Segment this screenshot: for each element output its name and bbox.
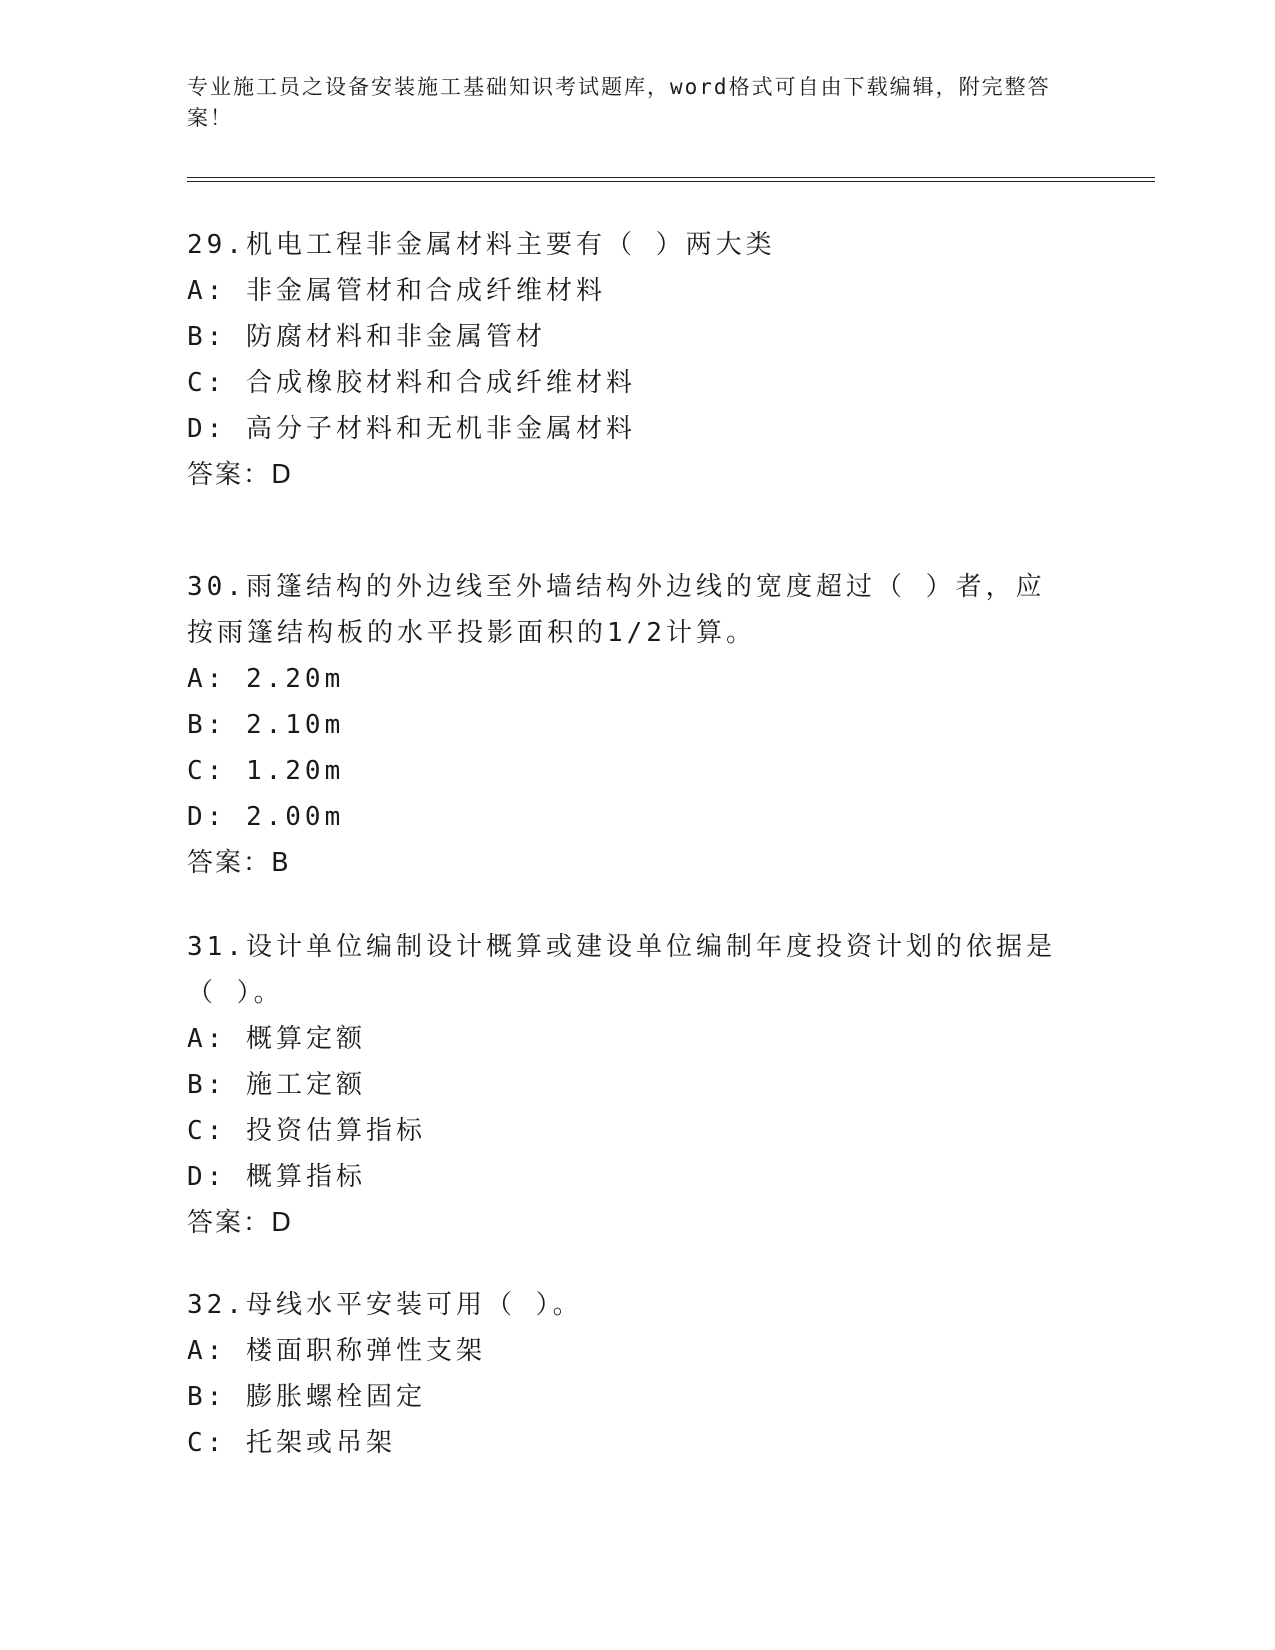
option-c: C: 投资估算指标 (187, 1116, 426, 1146)
option-b: B: 防腐材料和非金属管材 (187, 322, 546, 352)
option-c: C: 合成橡胶材料和合成纤维材料 (187, 368, 636, 398)
header-divider (187, 177, 1155, 182)
option-a: A: 非金属管材和合成纤维材料 (187, 276, 606, 306)
page-header: 专业施工员之设备安装施工基础知识考试题库，word格式可自由下载编辑，附完整答案！ (187, 75, 1051, 130)
question-29 (187, 222, 1067, 498)
option-c: C: 托架或吊架 (187, 1428, 396, 1458)
answer: 答案：D (187, 460, 294, 490)
question-text: 29.机电工程非金属材料主要有（ ）两大类 (187, 230, 776, 260)
option-d: D: 2.00m (187, 802, 345, 832)
option-b: B: 施工定额 (187, 1070, 366, 1100)
option-b: B: 膨胀螺栓固定 (187, 1382, 426, 1412)
document-page (187, 0, 1147, 1650)
option-a: A: 2.20m (187, 664, 345, 694)
answer: 答案：B (187, 848, 291, 878)
question-30 (187, 564, 1067, 886)
question-text: 32.母线水平安装可用（ ）。 (187, 1290, 583, 1320)
option-a: A: 楼面职称弹性支架 (187, 1336, 486, 1366)
question-32 (187, 1282, 1067, 1466)
question-text: 30.雨篷结构的外边线至外墙结构外边线的宽度超过（ ）者，应按雨篷结构板的水平投影面积的1/2计算。 (187, 572, 1046, 648)
option-c: C: 1.20m (187, 756, 345, 786)
option-d: D: 高分子材料和无机非金属材料 (187, 414, 636, 444)
option-a: A: 概算定额 (187, 1024, 366, 1054)
question-31 (187, 924, 1067, 1246)
question-text: 31.设计单位编制设计概算或建设单位编制年度投资计划的依据是（ ）。 (187, 932, 1056, 1008)
answer: 答案：D (187, 1208, 294, 1238)
option-b: B: 2.10m (187, 710, 345, 740)
option-d: D: 概算指标 (187, 1162, 366, 1192)
